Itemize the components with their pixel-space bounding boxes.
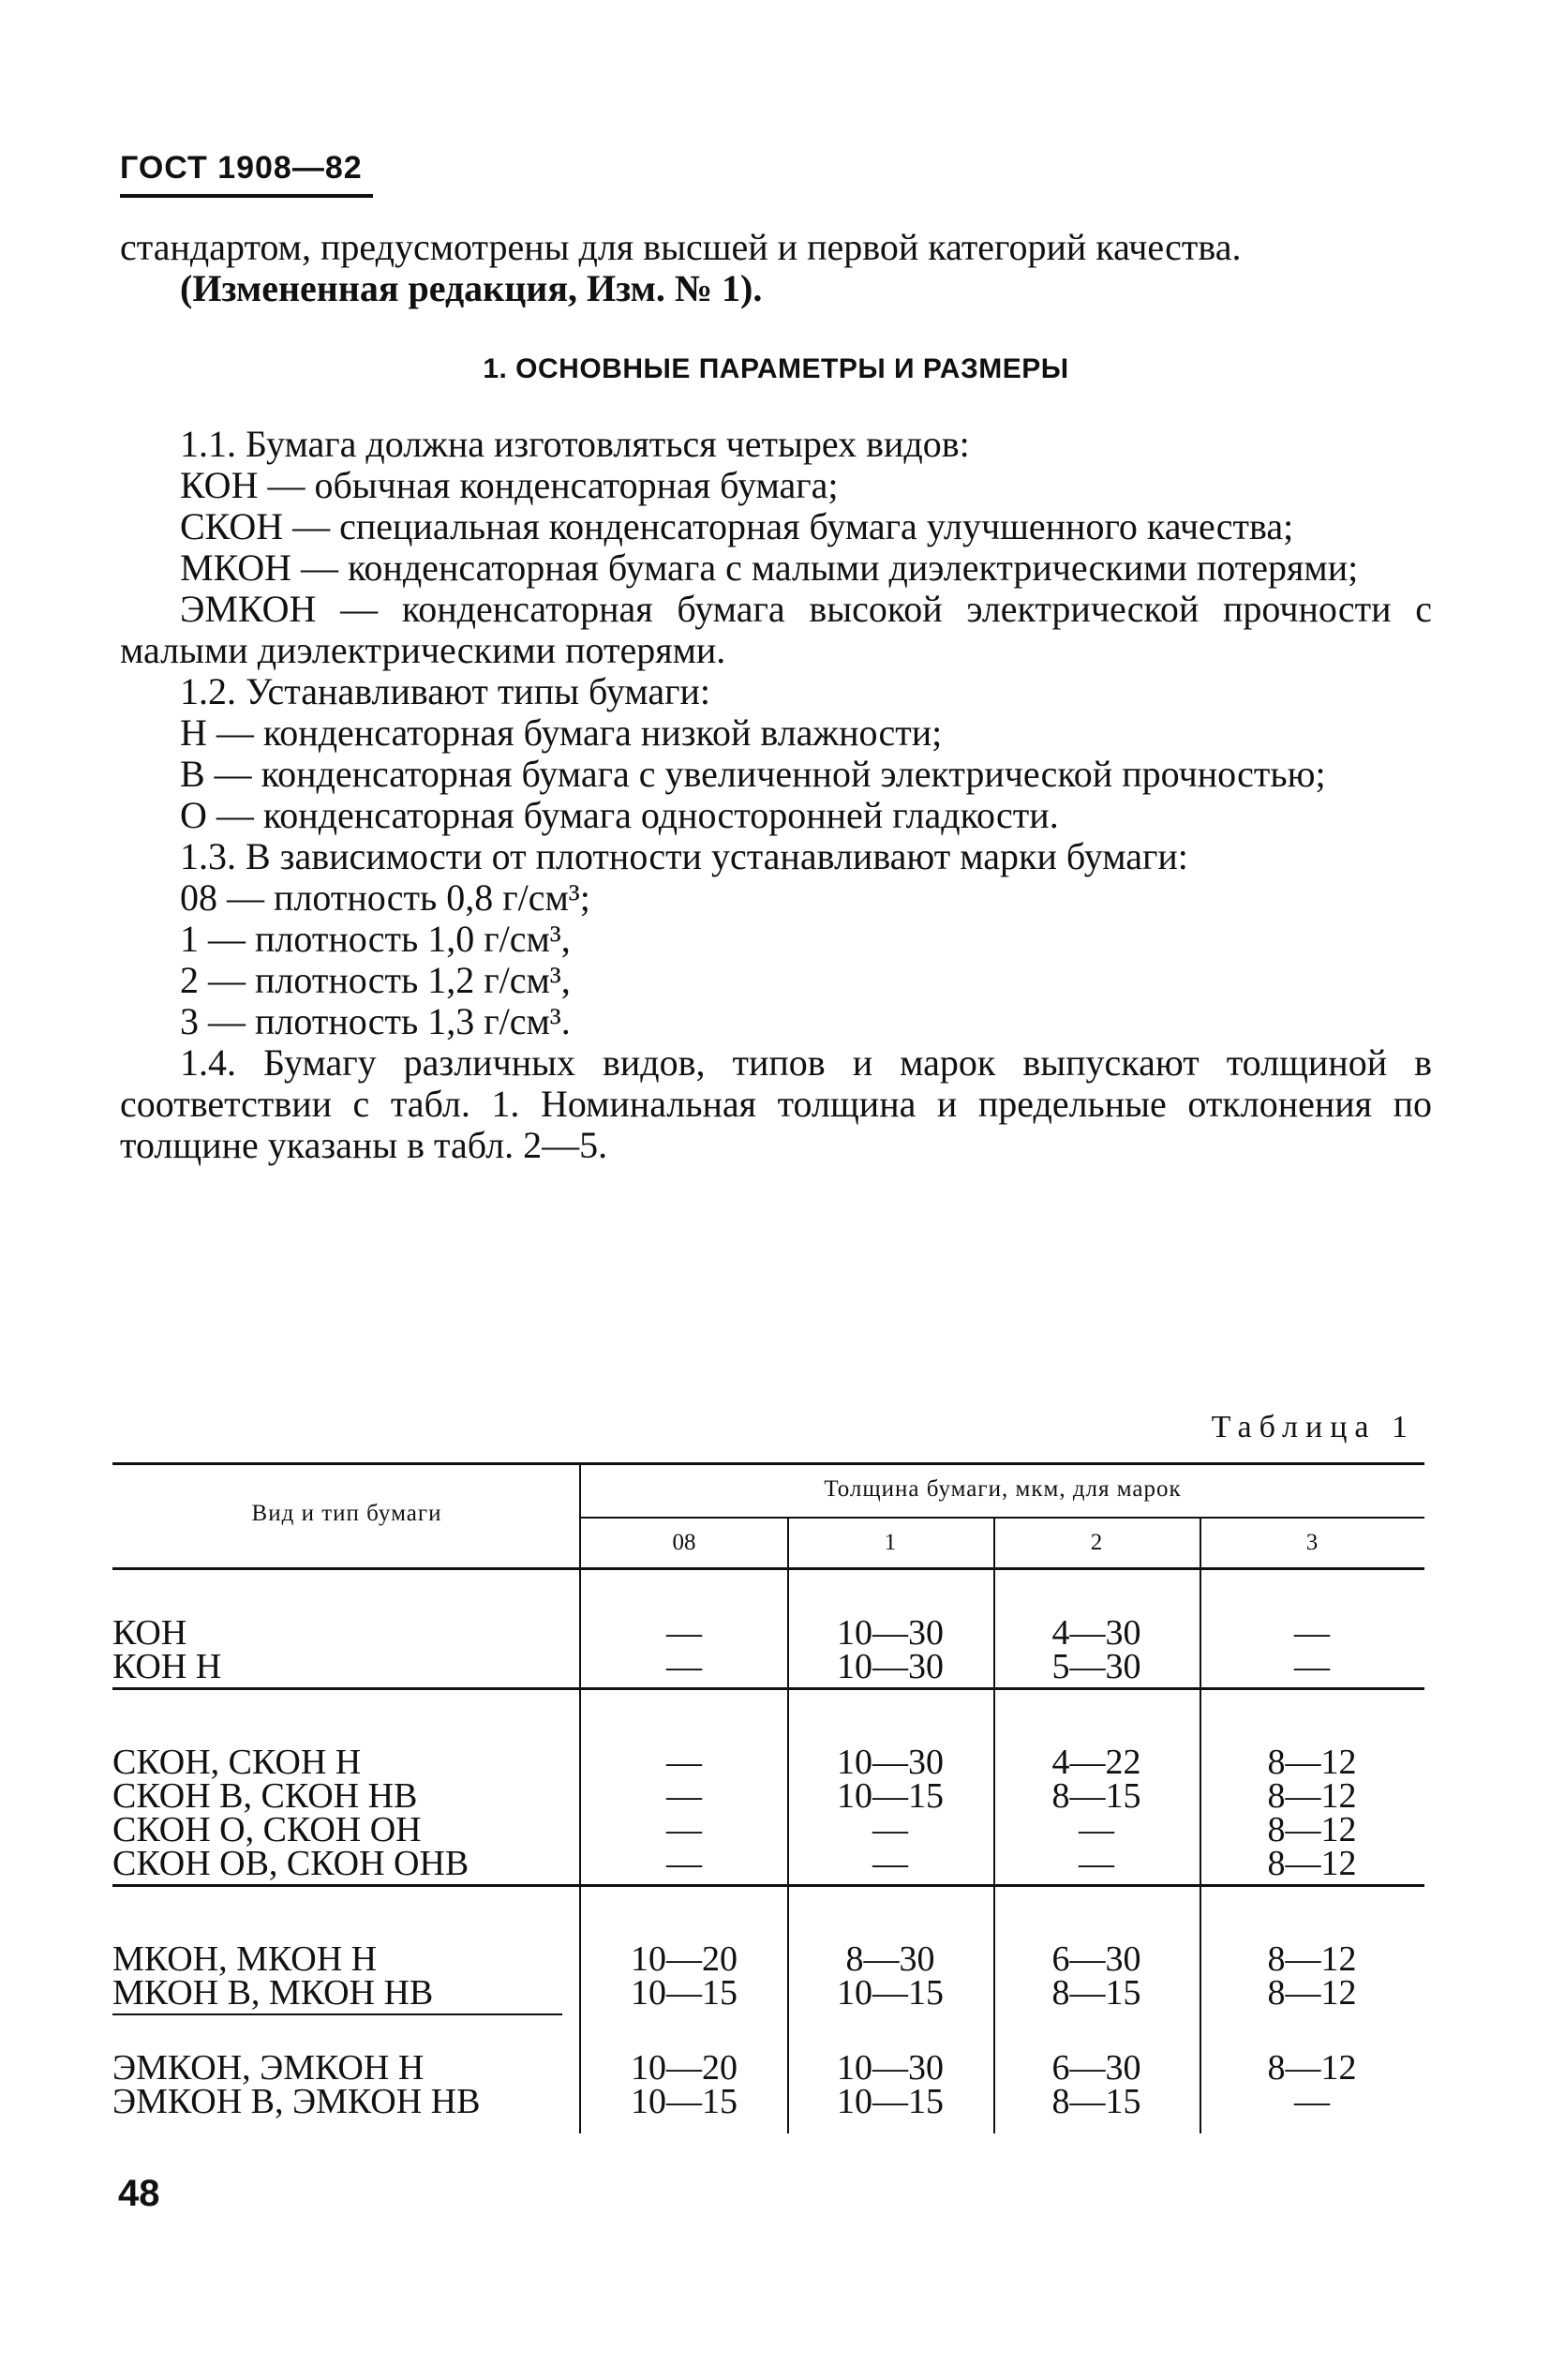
clause-1-4: 1.4. Бумагу различных видов, типов и марок выпускают толщиной в соответствии с табл. 1. Номинальная толщина и предельные отклонения по толщине указаны в табл. 2—5. [120, 1041, 1432, 1166]
header-bottom-rule [112, 1567, 1424, 1570]
table-row [112, 1775, 1424, 1816]
thickness-cell: 8—15 [1051, 2082, 1141, 2121]
column-header-group: Толщина бумаги, мкм, для марок [824, 1476, 1182, 1502]
clause-1-2: 1.2. Устанавливают типы бумаги: [180, 670, 711, 712]
thickness-cell: 10—20 [631, 1939, 738, 1979]
clause-1-3-item: 08 — плотность 0,8 г/см³; [180, 876, 590, 919]
thickness-cell: 8—12 [1267, 1743, 1357, 1782]
thickness-cell: 8—12 [1267, 1844, 1357, 1883]
table-row [112, 1843, 1424, 1883]
thickness-cell: 4—30 [1051, 1613, 1141, 1653]
clause-1-3: 1.3. В зависимости от плотности устанавливают марки бумаги: [180, 835, 1188, 877]
paper-kind-cell: МКОН В, МКОН НВ [112, 1973, 434, 2013]
group-separator [112, 2013, 562, 2015]
group-separator [112, 1687, 1424, 1690]
thickness-cell: — [666, 1743, 702, 1782]
page-number: 48 [118, 2173, 160, 2214]
group-separator [112, 1884, 1424, 1887]
intro-line: стандартом, предусмотрены для высшей и первой категорий качества. [120, 226, 1242, 268]
table-row [112, 1612, 1424, 1653]
thickness-cell: 10—15 [631, 1973, 738, 2013]
thickness-cell: 4—22 [1051, 1743, 1141, 1782]
thickness-cell: 8—12 [1267, 1776, 1357, 1816]
column-header-grade: 2 [1090, 1530, 1103, 1555]
paper-kind-cell: КОН [112, 1613, 187, 1653]
clause-1-1-item: СКОН — специальная конденсаторная бумага улучшенного качества; [180, 505, 1294, 547]
thickness-cell: 10—15 [837, 1776, 944, 1816]
thickness-cell: — [1294, 2082, 1330, 2121]
clause-1-3-item: 1 — плотность 1,0 г/см³, [180, 918, 571, 960]
paper-kind-cell: КОН Н [112, 1647, 222, 1686]
clause-1-2-item: Н — конденсаторная бумага низкой влажности; [180, 711, 943, 754]
table-row [112, 1809, 1424, 1849]
paper-kind-cell: ЭМКОН В, ЭМКОН НВ [112, 2082, 481, 2121]
column-header-grade: 3 [1305, 1530, 1319, 1555]
clause-1-2-item: В — конденсаторная бумага с увеличенной электрической прочностью; [180, 753, 1326, 795]
thickness-cell: — [1079, 1844, 1114, 1883]
thickness-cell: 10—30 [837, 1613, 944, 1653]
thickness-cell: 10—15 [837, 2082, 944, 2121]
table-caption: Таблица 1 [1211, 1410, 1415, 1444]
edition-note: (Измененная редакция, Изм. № 1). [180, 267, 763, 309]
standard-code: ГОСТ 1908—82 [120, 150, 363, 186]
clause-1-1: 1.1. Бумага должна изготовляться четырех видов: [180, 423, 970, 465]
thickness-cell: — [666, 1844, 702, 1883]
paper-kind-cell: МКОН, МКОН Н [112, 1939, 378, 1979]
thickness-cell: — [872, 1810, 908, 1849]
table-row [112, 1972, 1424, 2013]
thickness-cell: 10—30 [837, 1647, 944, 1686]
column-header-grade: 1 [884, 1530, 897, 1555]
thickness-cell: 8—15 [1051, 1776, 1141, 1816]
clause-1-3-item: 2 — плотность 1,2 г/см³, [180, 959, 571, 1001]
thickness-cell: 10—15 [631, 2082, 738, 2121]
document-header [120, 150, 373, 198]
thickness-cell: — [872, 1844, 908, 1883]
table-row [112, 1938, 1424, 1979]
thickness-cell: 8—12 [1267, 1939, 1357, 1979]
column-header-grade: 08 [672, 1530, 696, 1555]
table-row [112, 2081, 1424, 2121]
thickness-cell: 8—12 [1267, 1810, 1357, 1849]
clause-1-1-item: МКОН — конденсаторная бумага с малыми диэлектрическими потерями; [180, 546, 1359, 589]
thickness-cell: 10—30 [837, 1743, 944, 1782]
thickness-cell: — [1079, 1810, 1114, 1849]
thickness-cell: — [666, 1647, 702, 1686]
clause-1-2-item: О — конденсаторная бумага односторонней гладкости. [180, 794, 1059, 836]
header-rule [120, 194, 373, 198]
table-row [112, 1646, 1424, 1686]
table-row [112, 2047, 1424, 2088]
thickness-cell: — [666, 1776, 702, 1816]
thickness-cell: 5—30 [1051, 1647, 1141, 1686]
thickness-cell: — [666, 1613, 702, 1653]
thickness-cell: 6—30 [1051, 2048, 1141, 2088]
thickness-cell: 8—15 [1051, 1973, 1141, 2013]
clause-1-3-item: 3 — плотность 1,3 г/см³. [180, 1000, 571, 1042]
clause-1-1-item: КОН — обычная конденсаторная бумага; [180, 464, 839, 506]
section-title: 1. ОСНОВНЫЕ ПАРАМЕТРЫ И РАЗМЕРЫ [483, 353, 1069, 384]
thickness-cell: — [1294, 1647, 1330, 1686]
paper-kind-cell: СКОН, СКОН Н [112, 1743, 362, 1782]
clause-1-1-item: ЭМКОН — конденсаторная бумага высокой электрической прочности с малыми диэлектрическими потерями. [120, 588, 1432, 671]
paper-kind-cell: ЭМКОН, ЭМКОН Н [112, 2048, 425, 2088]
thickness-cell: — [666, 1810, 702, 1849]
paper-kind-cell: СКОН О, СКОН ОН [112, 1810, 422, 1849]
thickness-cell: 8—30 [845, 1939, 935, 1979]
thickness-cell: 6—30 [1051, 1939, 1141, 1979]
thickness-cell: 8—12 [1267, 2048, 1357, 2088]
thickness-cell: 10—20 [631, 2048, 738, 2088]
thickness-cell: — [1294, 1613, 1330, 1653]
column-header-kind: Вид и тип бумаги [251, 1501, 442, 1526]
thickness-cell: 10—15 [837, 1973, 944, 2013]
paper-kind-cell: СКОН В, СКОН НВ [112, 1776, 418, 1816]
paper-kind-cell: СКОН ОВ, СКОН ОНВ [112, 1844, 469, 1883]
thickness-cell: 8—12 [1267, 1973, 1357, 2013]
thickness-cell: 10—30 [837, 2048, 944, 2088]
body-text [120, 227, 1432, 1166]
table-row [112, 1742, 1424, 1782]
